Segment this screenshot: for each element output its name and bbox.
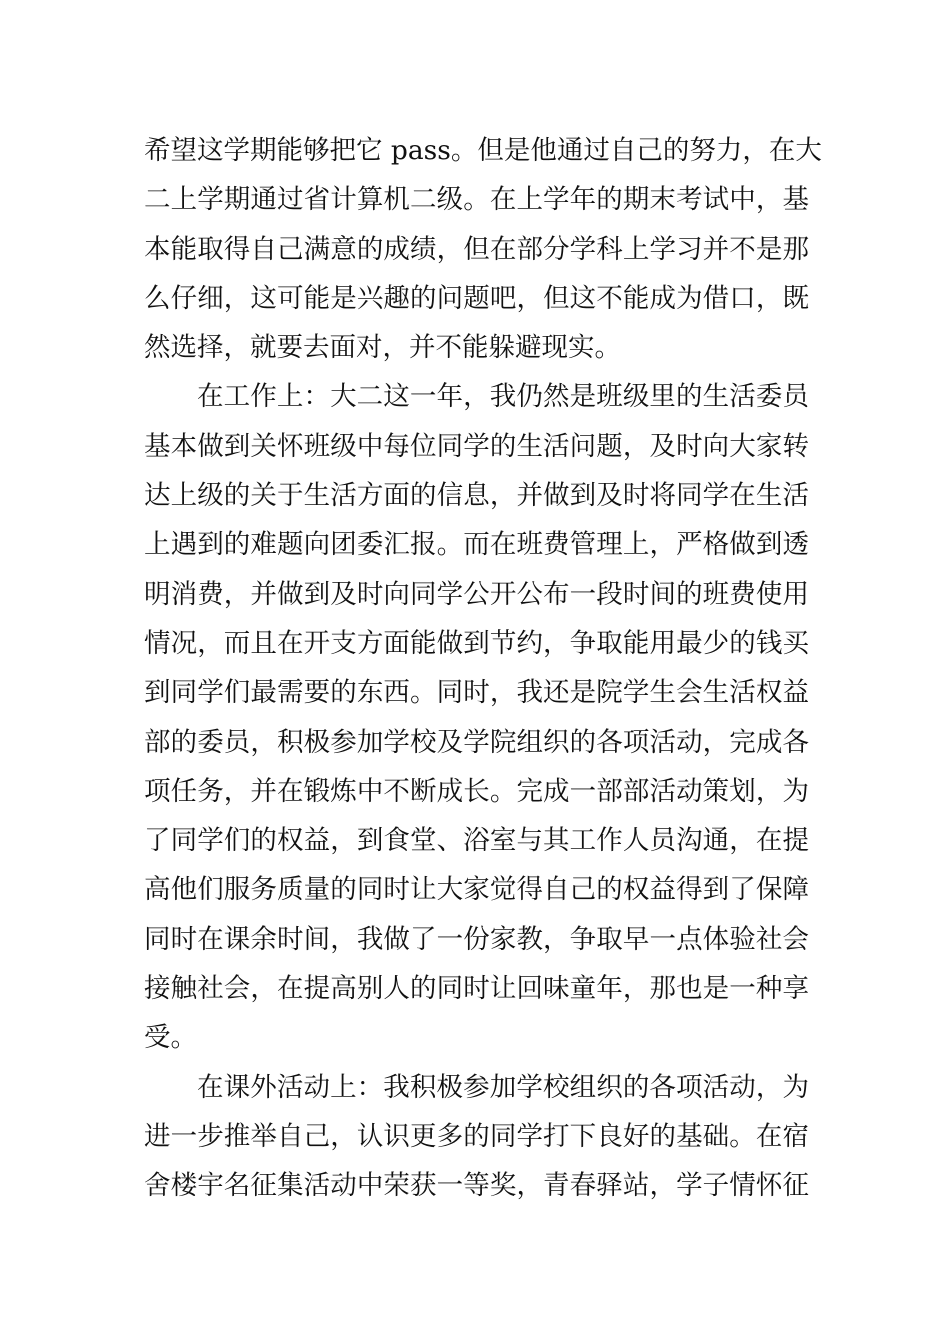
- text-line: 到同学们最需要的东西。同时，我还是院学生会生活权益: [144, 677, 809, 709]
- document-body: [144, 126, 822, 1211]
- text-line: 受。: [144, 1022, 197, 1054]
- text-line: 么仔细，这可能是兴趣的问题吧，但这不能成为借口，既: [144, 282, 809, 314]
- text-line: 然选择，就要去面对，并不能躲避现实。: [144, 332, 621, 364]
- text-line: 本能取得自己满意的成绩，但在部分学科上学习并不是那: [144, 233, 809, 265]
- text-line: 达上级的关于生活方面的信息，并做到及时将同学在生活: [144, 480, 809, 512]
- text-line: 部的委员，积极参加学校及学院组织的各项活动，完成各: [144, 726, 809, 758]
- text-line: 进一步推举自己，认识更多的同学打下良好的基础。在宿: [144, 1120, 809, 1152]
- text-line: 二上学期通过省计算机二级。在上学年的期末考试中，基: [144, 184, 809, 216]
- text-line: 项任务，并在锻炼中不断成长。完成一部部活动策划，为: [144, 775, 809, 807]
- text-line: 了同学们的权益，到食堂、浴室与其工作人员沟通，在提: [144, 825, 809, 857]
- text-line: 明消费，并做到及时向同学公开公布一段时间的班费使用: [144, 578, 809, 610]
- text-line: 接触社会，在提高别人的同时让回味童年，那也是一种享: [144, 973, 809, 1005]
- text-line: 舍楼宇名征集活动中荣获一等奖，青春驿站，学子情怀征: [144, 1170, 809, 1202]
- text-line: 基本做到关怀班级中每位同学的生活问题，及时向大家转: [144, 430, 809, 462]
- text-line: 高他们服务质量的同时让大家觉得自己的权益得到了保障: [144, 874, 809, 906]
- text-line: 同时在课余时间，我做了一份家教，争取早一点体验社会: [144, 923, 809, 955]
- text-line: 在课外活动上：我积极参加学校组织的各项活动，为: [197, 1071, 809, 1103]
- text-line: 上遇到的难题向团委汇报。而在班费管理上，严格做到透: [144, 529, 809, 561]
- text-line: 在工作上：大二这一年，我仍然是班级里的生活委员: [197, 381, 809, 413]
- text-line: 希望这学期能够把它 pass。但是他通过自己的努力，在大: [144, 135, 822, 166]
- text-line: 情况，而且在开支方面能做到节约，争取能用最少的钱买: [144, 627, 809, 659]
